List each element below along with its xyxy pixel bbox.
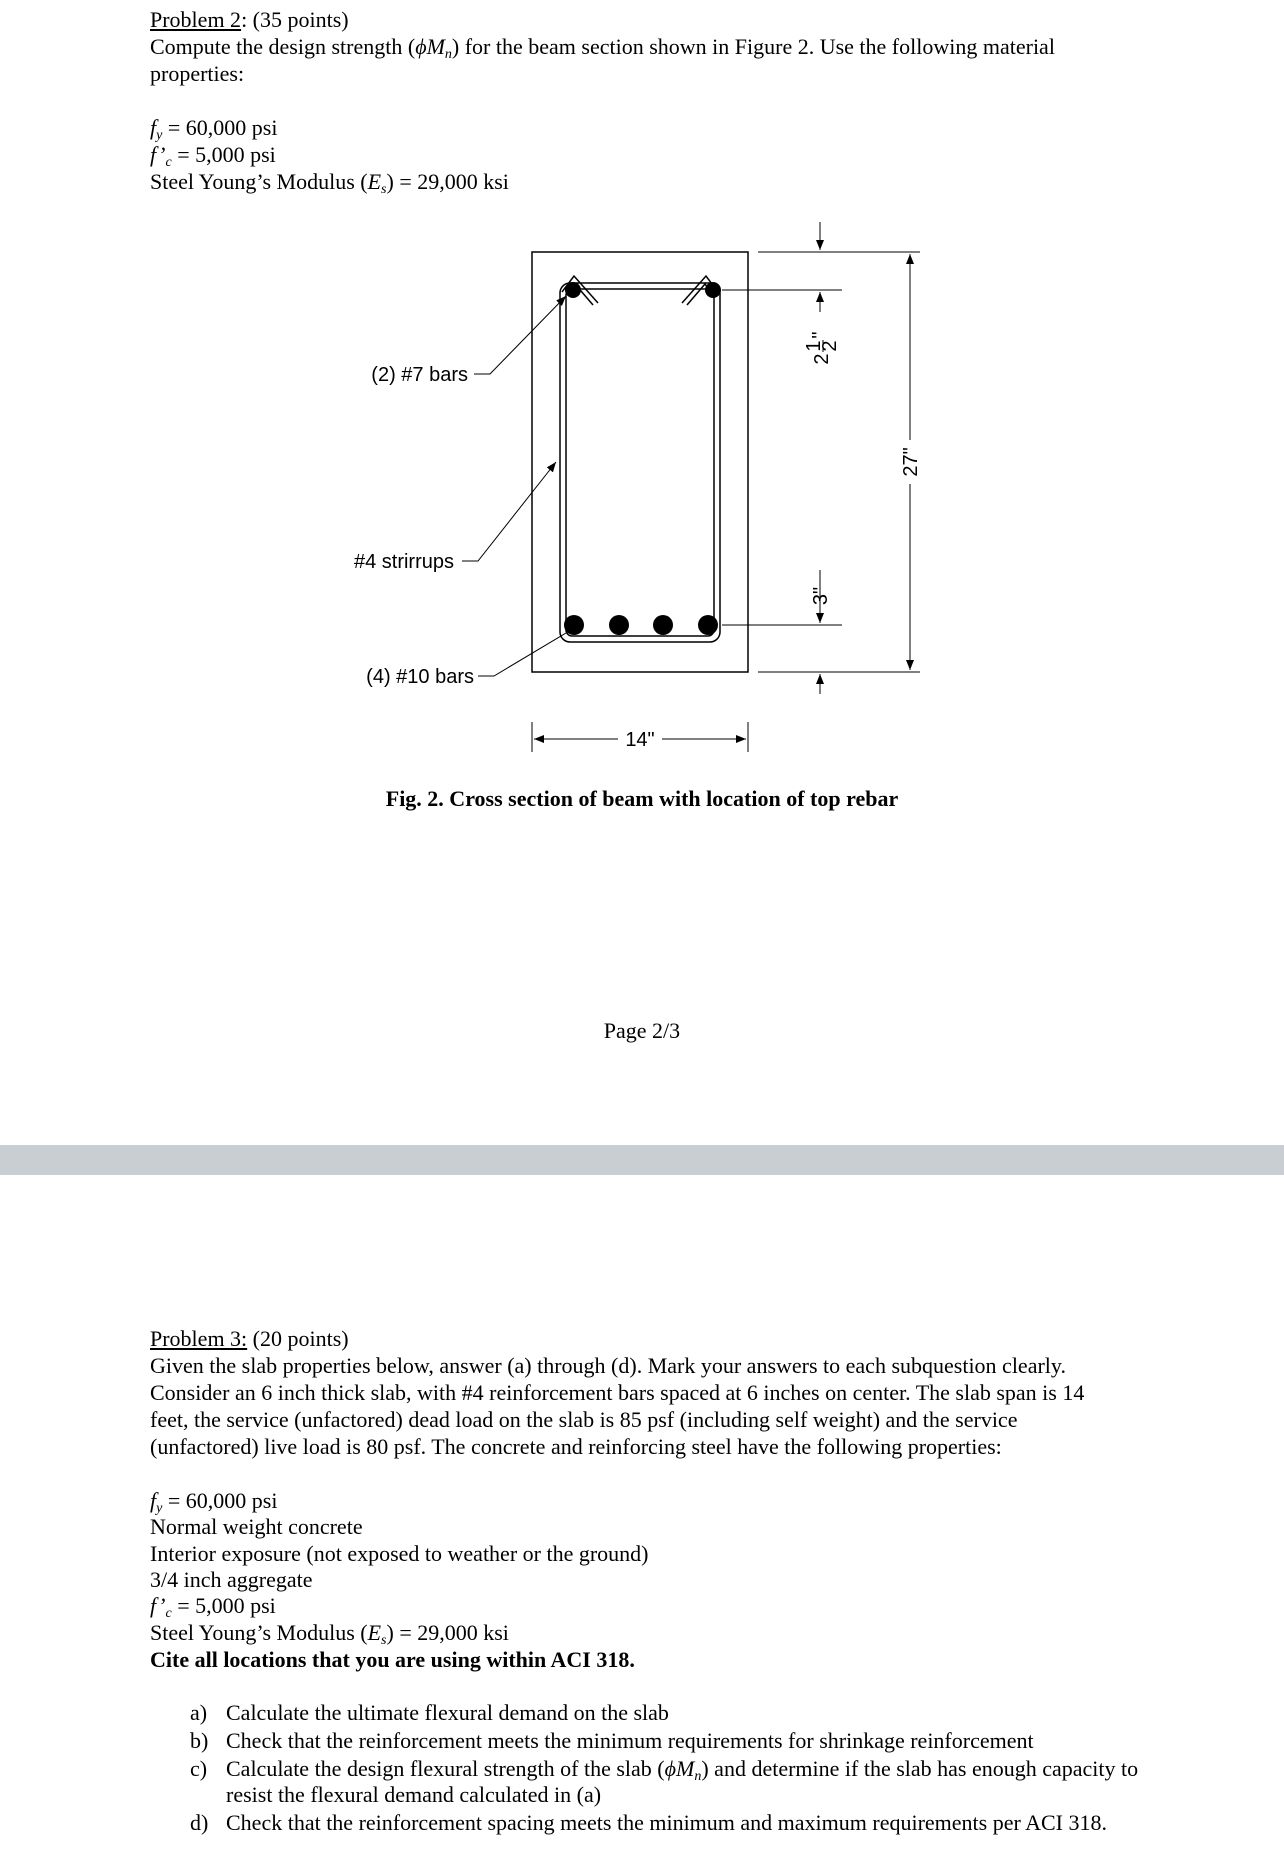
bottom-bar-2 [609, 615, 629, 635]
problem3-question-list [190, 1700, 1150, 1838]
problem2-title: Problem 2 [150, 7, 242, 32]
question-marker: d) [190, 1810, 209, 1835]
top-cover-den: 2 [819, 340, 841, 352]
problem3-points: (20 points) [247, 1326, 349, 1351]
question-a [190, 1700, 1150, 1726]
question-marker: b) [190, 1728, 209, 1753]
fc-symbol: f’ [150, 142, 166, 167]
moment-subscript: n [444, 47, 452, 62]
leader-stirrups [462, 462, 556, 561]
page-number: Page 2/3 [603, 1018, 681, 1043]
moment-symbol: M [676, 1756, 695, 1781]
problem3-es [150, 1619, 509, 1646]
problem3-exposure: Interior exposure (not exposed to weather or the ground) [150, 1541, 649, 1566]
top-cover-whole: 2 [811, 353, 833, 365]
problem2-points: : (35 points) [241, 7, 349, 32]
height-dim-label: 27" [900, 447, 922, 477]
bottom-bar-4 [698, 615, 718, 635]
problem3-heading [150, 1325, 349, 1352]
question-text: Check that the reinforcement spacing meets the minimum and maximum requirements per ACI 318. [226, 1810, 1107, 1835]
p3-fc-value: = 5,000 psi [171, 1593, 276, 1618]
leader-top-bars [474, 296, 566, 374]
stirrup-inner [566, 289, 714, 636]
top-bar-left [565, 282, 581, 298]
problem2-intro-line2: properties: [150, 61, 245, 86]
page-separator [0, 1145, 1284, 1175]
problem3-line-4: (unfactored) live load is 80 psf. The concrete and reinforcing steel have the following properties: [150, 1434, 1002, 1459]
fc-value: = 5,000 psi [171, 142, 276, 167]
question-text: Check that the reinforcement meets the minimum requirements for shrinkage reinforcement [226, 1728, 1034, 1753]
fy-subscript: y [156, 128, 163, 143]
p3-es-symbol: E [367, 1620, 382, 1645]
question-c-post: ) and determine if the slab has enough capacity to resist the flexural demand calculated in (a) [226, 1756, 1139, 1807]
question-d [190, 1810, 1150, 1836]
figure-caption: Fig. 2. Cross section of beam with location of top rebar [385, 786, 899, 811]
p3-es-label: Steel Young’s Modulus ( [150, 1620, 368, 1645]
es-symbol: E [367, 169, 382, 194]
top-bars-label: (2) #7 bars [371, 364, 468, 386]
top-cover-num: 1 [803, 340, 825, 352]
problem3-line-1: Given the slab properties below, answer (a) through (d). Mark your answers to each subquestion clearly. [150, 1353, 1066, 1378]
question-c-pre: Calculate the design flexural strength of the slab ( [226, 1756, 665, 1781]
stirrup-outer [560, 283, 720, 642]
es-label: Steel Young’s Modulus ( [150, 169, 368, 194]
document-page-3 [0, 1175, 1284, 1869]
intro-text-end: ) for the beam section shown in Figure 2. Use the following material [451, 34, 1055, 59]
problem3-line-2: Consider an 6 inch thick slab, with #4 reinforcement bars spaced at 6 inches on center. The slab span is 14 [150, 1380, 1085, 1405]
bottom-bar-3 [653, 615, 673, 635]
beam-cross-section-figure [0, 0, 1284, 780]
question-text [226, 1756, 1150, 1808]
fc-subscript: c [165, 155, 172, 170]
top-bar-right [705, 282, 721, 298]
p3-fy-symbol: f [150, 1488, 157, 1513]
question-c [190, 1756, 1150, 1808]
phi-symbol: ϕ [415, 34, 427, 59]
top-cover-inch: " [809, 331, 831, 339]
beam-outline [532, 252, 748, 672]
top-cover-dim-label [803, 331, 841, 364]
width-dim-label: 14" [625, 729, 655, 751]
es-subscript: s [381, 182, 387, 197]
bottom-bar-1 [564, 615, 584, 635]
p3-fy-subscript: y [156, 1501, 163, 1516]
question-text: Calculate the ultimate flexural demand on the slab [226, 1700, 669, 1725]
p3-es-value: ) = 29,000 ksi [386, 1620, 509, 1645]
problem3-line-3: feet, the service (unfactored) dead load on the slab is 85 psf (including self weight) and the service [150, 1407, 1018, 1432]
problem3-title: Problem 3: [150, 1326, 248, 1351]
bottom-bars-label: (4) #10 bars [366, 666, 474, 688]
phi-symbol: ϕ [664, 1756, 677, 1781]
problem3-concrete: Normal weight concrete [150, 1514, 363, 1539]
problem3-fy [150, 1487, 277, 1514]
problem3-fc [150, 1592, 276, 1619]
question-marker: c) [190, 1756, 208, 1781]
bottom-cover-dim-label: 3" [810, 586, 832, 606]
p3-fy-value: = 60,000 psi [162, 1488, 278, 1513]
moment-subscript: n [694, 1769, 702, 1784]
fy-value: = 60,000 psi [162, 115, 278, 140]
leader-bottom-bars [478, 633, 566, 676]
fy-symbol: f [150, 115, 157, 140]
problem3-cite-note: Cite all locations that you are using within ACI 318. [150, 1647, 635, 1672]
problem3-aggregate: 3/4 inch aggregate [150, 1567, 313, 1592]
moment-symbol: M [426, 34, 445, 59]
p3-fc-subscript: c [165, 1606, 172, 1621]
stirrups-label: #4 strirrups [353, 551, 454, 573]
question-b [190, 1728, 1150, 1754]
p3-es-subscript: s [381, 1633, 387, 1648]
es-value: ) = 29,000 ksi [386, 169, 509, 194]
p3-fc-symbol: f’ [150, 1593, 166, 1618]
intro-text-start: Compute the design strength ( [150, 34, 416, 59]
question-marker: a) [190, 1700, 208, 1725]
